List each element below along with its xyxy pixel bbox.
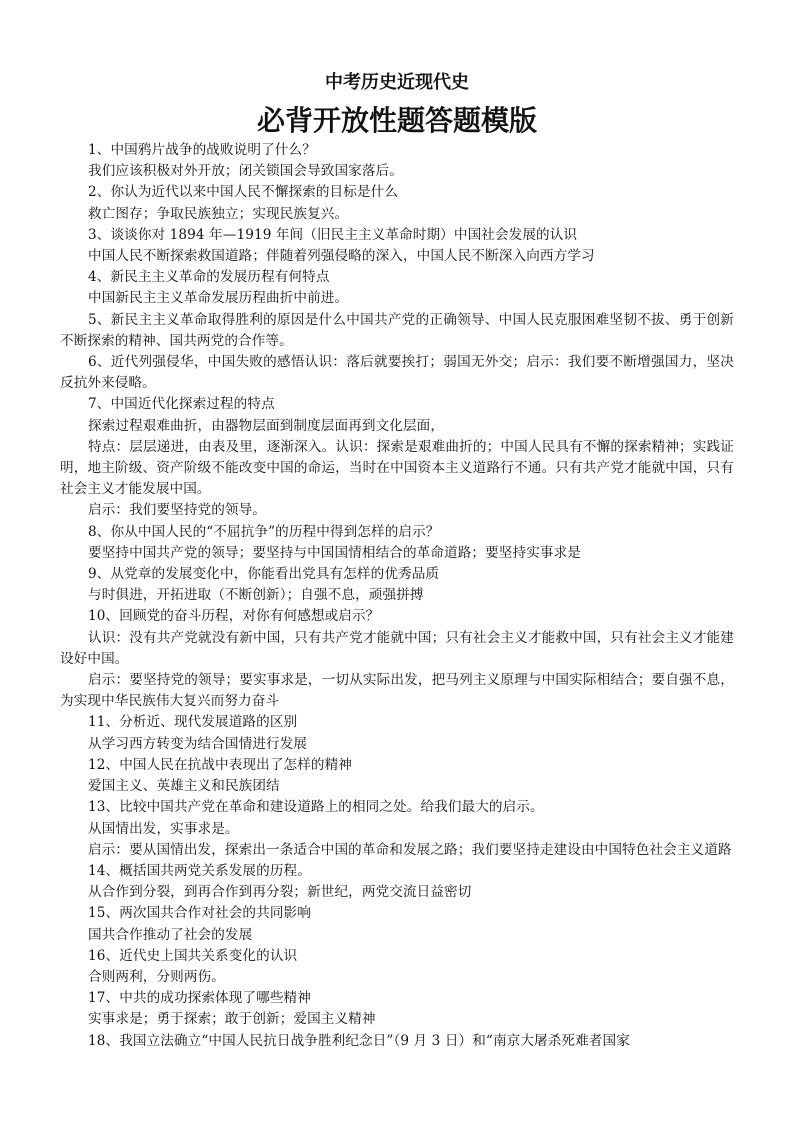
- paragraph: 8、你从中国人民的“不屈抗争”的历程中得到怎样的启示？: [88, 523, 440, 540]
- paragraph: 17、中共的成功探索体现了哪些精神: [88, 990, 311, 1007]
- paragraph: 16、近代史上国共关系变化的认识: [88, 947, 298, 964]
- paragraph: 12、中国人民在抗战中表现出了怎样的精神: [88, 756, 352, 773]
- paragraph: 合则两利，分则两伤。: [88, 968, 225, 985]
- paragraph: 从合作到分裂，到再合作到再分裂；新世纪，两党交流日益密切: [88, 884, 472, 901]
- paragraph: 1、中国鸦片战争的战败说明了什么？: [88, 142, 316, 158]
- paragraph: 启示：要从国情出发，探索出一条适合中国的革命和发展之路；我们要坚持走建设由中国特色社会主义道路: [88, 841, 732, 858]
- paragraph: 14、概括国共两党关系发展的历程。: [88, 862, 311, 879]
- paragraph: 2、你认为近代以来中国人民不懈探索的目标是什么: [88, 184, 399, 201]
- document-title: 必背开放性题答题模版: [256, 104, 537, 137]
- paragraph: 4、新民主主义革命的发展历程有何特点: [88, 269, 330, 286]
- paragraph: 启示：我们要坚持党的领导。: [88, 502, 267, 519]
- paragraph: 从学习西方转变为结合国情进行发展: [88, 735, 308, 752]
- paragraph: 中国新民主主义革命发展历程曲折中前进。: [88, 290, 349, 307]
- document-body: [60, 140, 734, 1052]
- paragraph: 探索过程艰难曲折，由器物层面到制度层面再到文化层面，: [88, 417, 445, 434]
- paragraph: 特点：层层递进，由表及里，逐渐深入。认识：探索是艰难曲折的；中国人民具有不懈的探索精神；实践证明，地主阶级、资产阶级不能改变中国的命运，当时在中国资本主义道路行不通。只有共产党才能就中国，只有社会主义才能发展中国。: [60, 438, 734, 498]
- paragraph: 6、近代列强侵华，中国失败的感悟认识：落后就要挨打；弱国无外交；启示：我们要不断增强国力，坚决反抗外来侵略。: [60, 354, 734, 392]
- paragraph: 实事求是；勇于探索；敢于创新；爱国主义精神: [88, 1011, 376, 1028]
- paragraph: 要坚持中国共产党的领导；要坚持与中国国情相结合的革命道路；要坚持实事求是: [88, 544, 581, 561]
- paragraph: 启示：要坚持党的领导；要实事求是，一切从实际出发，把马列主义原理与中国实际相结合；要自强不息，为实现中华民族伟大复兴而努力奋斗: [60, 672, 734, 710]
- paragraph: 与时俱进，开拓进取（不断创新）；自强不息，顽强拼搏: [88, 587, 424, 604]
- paragraph: 中国人民不断探索救国道路；伴随着列强侵略的深入，中国人民不断深入向西方学习: [88, 248, 595, 265]
- paragraph: 15、两次国共合作对社会的共同影响: [88, 905, 311, 922]
- paragraph: 10、回顾党的奋斗历程，对你有何感想或启示？: [88, 608, 380, 625]
- paragraph: 13、比较中国共产党在革命和建设道路上的相同之处。给我们最大的启示。: [88, 799, 544, 816]
- paragraph: 9、从党章的发展变化中，你能看出党具有怎样的优秀品质: [88, 566, 440, 583]
- paragraph: 18、我国立法确立“中国人民抗日战争胜利纪念日”（9 月 3 日）和“南京大屠杀死难者国家: [88, 1032, 630, 1049]
- paragraph: 11、分析近、现代发展道路的区别: [88, 714, 298, 731]
- paragraph: 认识：没有共产党就没有新中国，只有共产党才能就中国；只有社会主义才能救中国，只有社会主义才能建设好中国。: [60, 629, 734, 667]
- paragraph: 国共合作推动了社会的发展: [88, 926, 253, 943]
- paragraph: 我们应该积极对外开放；闭关锁国会导致国家落后。: [88, 163, 403, 180]
- paragraph: 爱国主义、英雄主义和民族团结: [88, 778, 280, 795]
- paragraph: 救亡图存；争取民族独立；实现民族复兴。: [88, 205, 349, 222]
- paragraph: 7、中国近代化探索过程的特点: [88, 396, 275, 413]
- paragraph: 从国情出发，实事求是。: [88, 820, 239, 837]
- document-subtitle: 中考历史近现代史: [325, 72, 469, 93]
- paragraph: 5、新民主主义革命取得胜利的原因是什么中国共产党的正确领导、中国人民克服困难坚韧不拔、勇于创新不断探索的精神、国共两党的合作等。: [60, 311, 734, 349]
- paragraph: 3、谈谈你对 1894 年—1919 年间（旧民主主义革命时期）中国社会发展的认识: [88, 226, 578, 243]
